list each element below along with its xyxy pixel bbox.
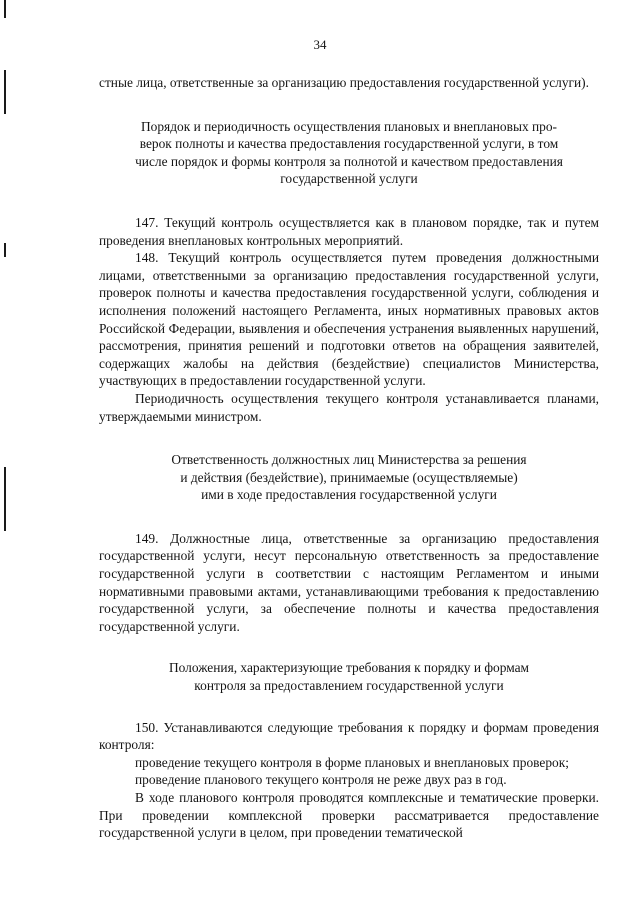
page-number: 34 (313, 37, 327, 52)
paragraph-current-control-form: проведение текущего контроля в форме плановых и внеплановых проверок; (135, 754, 569, 770)
scan-margin-mark (4, 70, 6, 114)
section-heading-responsibility: Ответственность должностных лиц Министерства за решения и действия (бездействие), принимаемые (осуществляемые) ими в ходе предоставления государственной услуги (171, 452, 527, 503)
paragraph-150: 150. Устанавливаются следующие требования к порядку и формам проведения контроля: (99, 719, 599, 753)
paragraph-planned-inspections: В ходе планового контроля проводятся комплексные и тематические проверки. При проведении комплексной проверки рассматривается предоставление государственной услуги в целом, при проведении тематической (99, 790, 599, 841)
section-heading-inspection-order: Порядок и периодичность осуществления плановых и внеплановых про- верок полноты и качества предоставления государственной услуги, в том числе порядок и формы контроля за полнотой и качеством предоставления государственной услуги (135, 118, 563, 187)
section-heading-control-requirements: Положения, характеризующие требования к порядку и формам контроля за предоставлением государственной услуги (168, 660, 529, 694)
paragraph-148: 148. Текущий контроль осуществляется путем проведения должностными лицами, ответственными за организацию предоставления государственной услуги, проверок полноты и качества предоставления государственной услуги, соблюдения и исполнения положений настоящего Регламента, иных нормативных правовых актов Российской Федерации, выявления и обеспечения устранения выявленных нарушений, рассмотрения, принятия решений и подготовки ответов на обращения заявителей, содержащих жалобы на действия (бездействие) специалистов Министерства, участвующих в предоставлении государственной услуги. (99, 250, 599, 389)
paragraph-149: 149. Должностные лица, ответственные за организацию предоставления государственной услуги, несут персональную ответственность за предоставление государственной услуги в соответствии с настоящим Регламентом и иными нормативными правовыми актами, устанавливающими требования к предоставлению государственной услуги, за обеспечение полноты и качества предоставления государственной услуги. (99, 530, 599, 634)
paragraph-planned-frequency: проведение планового текущего контроля не реже двух раз в год. (135, 772, 507, 788)
paragraph-147: 147. Текущий контроль осуществляется как в плановом порядке, так и путем проведения внеплановых контрольных мероприятий. (99, 214, 599, 248)
document-body (99, 74, 599, 842)
scan-margin-mark (4, 0, 6, 18)
scan-margin-mark (4, 467, 6, 531)
scan-margin-mark (4, 243, 6, 257)
paragraph-periodicity: Периодичность осуществления текущего контроля устанавливается планами, утверждаемыми министром. (99, 390, 599, 424)
paragraph-continuation: стные лица, ответственные за организацию предоставления государственной услуги). (99, 75, 589, 90)
